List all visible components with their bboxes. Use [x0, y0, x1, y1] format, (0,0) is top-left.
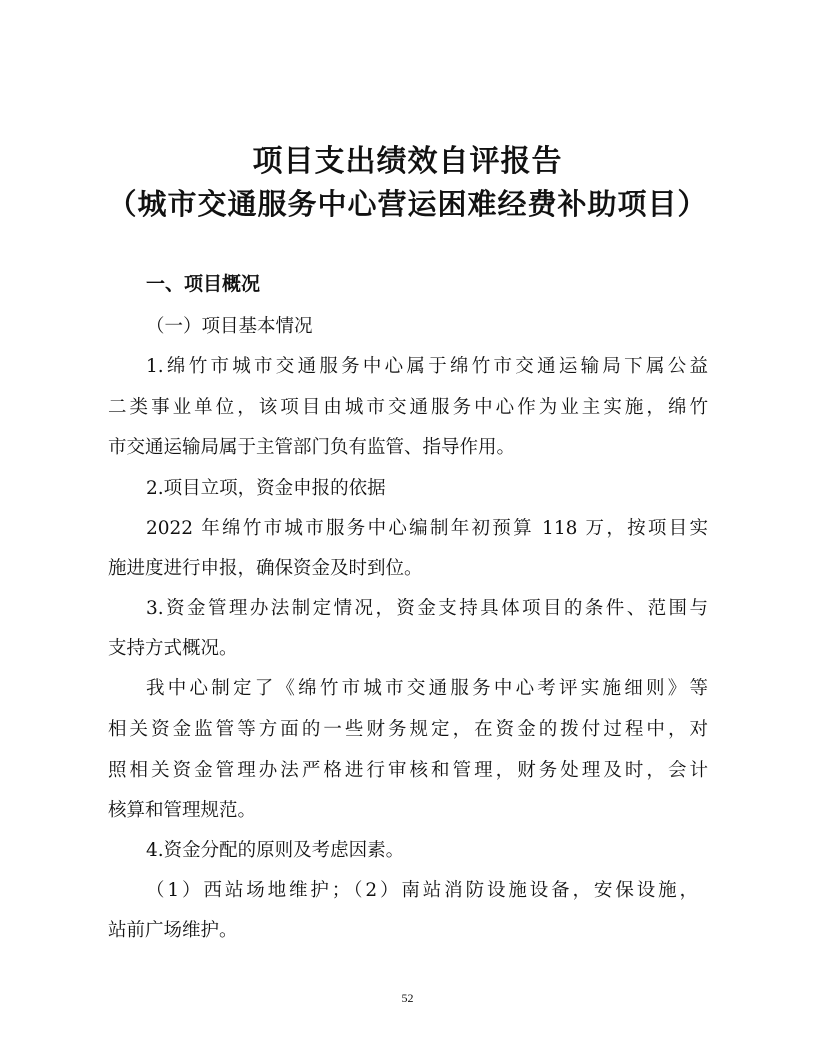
page-number: 52	[401, 991, 414, 1005]
item-3-line-1: 3.资金管理办法制定情况，资金支持具体项目的条件、范围与	[146, 598, 708, 619]
paragraph-1-line-2: 二类事业单位，该项目由城市交通服务中心作为业主实施，绵竹	[108, 397, 708, 418]
paragraph-1-line-3: 市交通运输局属于主管部门负有监管、指导作用。	[108, 437, 516, 458]
paragraph-3-line-2: 相关资金监管等方面的一些财务规定，在资金的拨付过程中，对	[108, 719, 708, 740]
subsection-1-heading: （一）项目基本情况	[146, 316, 313, 337]
paragraph-3-line-4: 核算和管理规范。	[108, 800, 257, 821]
paragraph-2-line-2: 施进度进行申报，确保资金及时到位。	[108, 558, 423, 579]
paragraph-4-line-1: （1）西站场地维护；（2）南站消防设施设备，安保设施，	[146, 880, 698, 901]
document-title-line-1: 项目支出绩效自评报告	[252, 144, 563, 179]
section-1-heading: 一、项目概况	[146, 273, 261, 295]
paragraph-3-line-3: 照相关资金管理办法严格进行审核和管理，财务处理及时，会计	[108, 760, 708, 781]
item-4-heading: 4.资金分配的原则及考虑因素。	[146, 840, 405, 861]
item-2-heading: 2.项目立项，资金申报的依据	[146, 478, 386, 499]
item-3-line-2: 支持方式概况。	[108, 638, 238, 659]
paragraph-1-line-1: 1.绵竹市城市交通服务中心属于绵竹市交通运输局下属公益	[146, 356, 708, 377]
paragraph-4-line-2: 站前广场维护。	[108, 920, 238, 941]
document-title-line-2: （城市交通服务中心营运困难经费补助项目）	[107, 187, 708, 221]
paragraph-3-line-1: 我中心制定了《绵竹市城市交通服务中心考评实施细则》等	[146, 678, 708, 699]
paragraph-2-line-1: 2022 年绵竹市城市服务中心编制年初预算 118 万，按项目实	[146, 518, 708, 539]
